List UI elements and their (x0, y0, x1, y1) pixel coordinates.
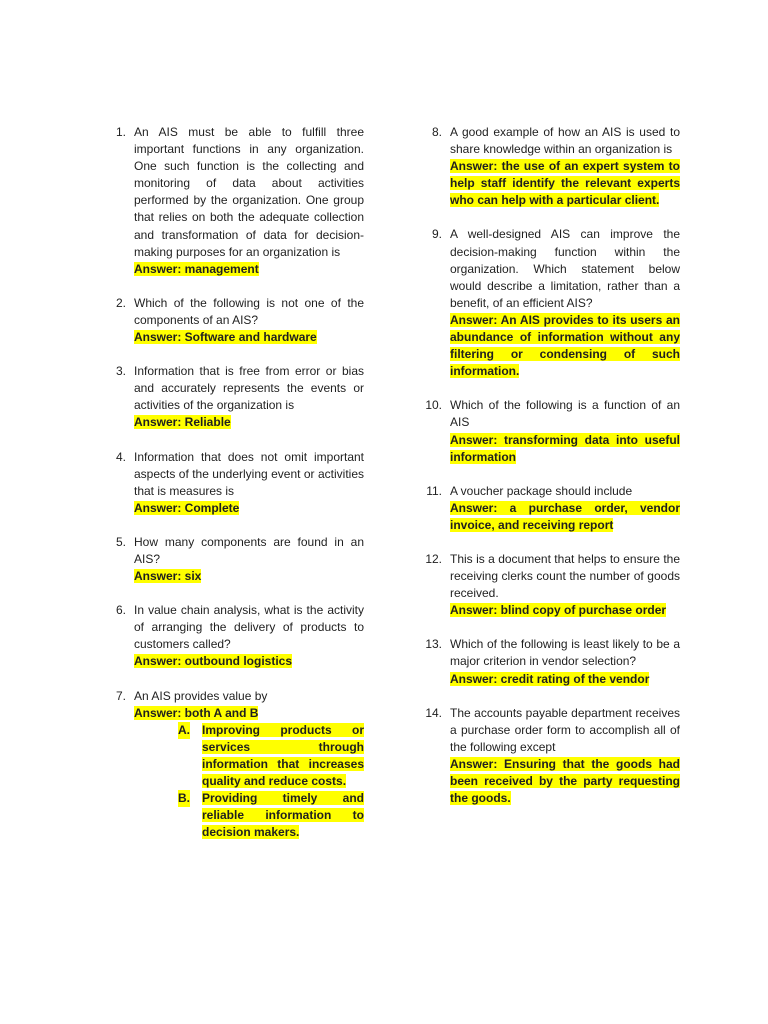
question-text: A good example of how an AIS is used to share knowledge within an organization is (450, 125, 680, 157)
question-number: 2. (115, 295, 126, 310)
question-number: 6. (115, 603, 126, 618)
answer-highlight: Answer: Reliable (134, 415, 231, 430)
question-number: 10. (425, 398, 442, 413)
answer-highlight: Answer: outbound logistics (134, 654, 292, 669)
answer-highlight: Answer: Ensuring that the goods had been received by the party requesting the goods. (450, 756, 680, 806)
question-text: The accounts payable department receives a purchase order form to accomplish all of the following except (450, 705, 680, 754)
question-text: Which of the following is a function of an AIS (450, 398, 680, 430)
question-13 (424, 636, 680, 687)
question-6 (108, 602, 364, 670)
question-number: 7. (115, 688, 126, 703)
question-8 (424, 124, 680, 209)
answer-options (178, 722, 364, 842)
question-text: An AIS must be able to fulfill three important functions in any organization. One such function is the collecting and monitoring of data about activities performed by the organization. One group that relies on both the adequate collection and transformation of data for decision-making purposes for an organization is (134, 125, 364, 259)
question-text: In value chain analysis, what is the activity of arranging the delivery of products to customers called? (134, 603, 364, 652)
question-number: 11. (426, 483, 442, 498)
option-text: Improving products or services through information that increases quality and reduce costs. (202, 722, 364, 788)
question-text: Which of the following is least likely to be a major criterion in vendor selection? (450, 637, 680, 669)
question-number: 3. (115, 364, 126, 379)
question-5 (108, 534, 364, 585)
answer-highlight: Answer: Software and hardware (134, 330, 317, 345)
question-text: Information that does not omit important aspects of the underlying event or activities that is measures is (134, 449, 364, 498)
answer-highlight: Answer: a purchase order, vendor invoice, and receiving report (450, 500, 680, 532)
question-number: 12. (425, 551, 442, 566)
question-3 (108, 363, 364, 431)
answer-highlight: Answer: Complete (134, 500, 240, 515)
question-text: This is a document that helps to ensure the receiving clerks count the number of goods received. (450, 551, 680, 601)
question-4 (108, 449, 364, 517)
question-text: An AIS provides value by (134, 688, 268, 703)
question-number: 1. (115, 125, 126, 139)
question-10 (424, 397, 680, 465)
question-text: A well-designed AIS can improve the decision-making function within the organization. Which statement below would describe a limitation, rather than a benefit, of an efficient AIS? (450, 227, 680, 310)
question-number: 14. (425, 705, 442, 720)
question-9 (424, 226, 680, 380)
question-text: Which of the following is not one of the components of an AIS? (134, 295, 364, 327)
question-11 (424, 483, 680, 534)
question-text: How many components are found in an AIS? (134, 534, 364, 566)
question-14 (424, 705, 680, 808)
question-7 (108, 688, 364, 842)
question-2 (108, 295, 364, 346)
option-text: Providing timely and reliable information to decision makers. (202, 791, 364, 840)
question-12 (424, 551, 680, 619)
answer-highlight: Answer: six (134, 569, 202, 584)
question-number: 8. (431, 125, 442, 139)
right-column (424, 124, 680, 807)
left-column (108, 124, 364, 841)
question-number: 13. (425, 637, 442, 652)
option-a (178, 722, 364, 790)
option-letter: B. (178, 790, 190, 807)
question-1 (108, 124, 364, 278)
question-text: A voucher package should include (450, 483, 633, 498)
answer-highlight: Answer: An AIS provides to its users an abundance of information without any filtering or condensing of such information. (450, 312, 680, 379)
question-number: 4. (115, 449, 126, 464)
question-number: 9. (431, 227, 442, 242)
answer-highlight: Answer: both A and B (134, 705, 259, 720)
answer-highlight: Answer: blind copy of purchase order (450, 603, 667, 618)
option-b (178, 790, 364, 841)
answer-highlight: Answer: transforming data into useful information (450, 432, 680, 464)
option-letter: A. (178, 722, 190, 739)
question-text: Information that is free from error or bias and accurately represents the events or activities of the organization is (134, 364, 364, 413)
answer-highlight: Answer: credit rating of the vendor (450, 671, 650, 686)
answer-highlight: Answer: the use of an expert system to help staff identify the relevant experts who can help with a particular client. (450, 159, 680, 208)
answer-highlight: Answer: management (134, 261, 259, 276)
question-number: 5. (115, 534, 126, 549)
